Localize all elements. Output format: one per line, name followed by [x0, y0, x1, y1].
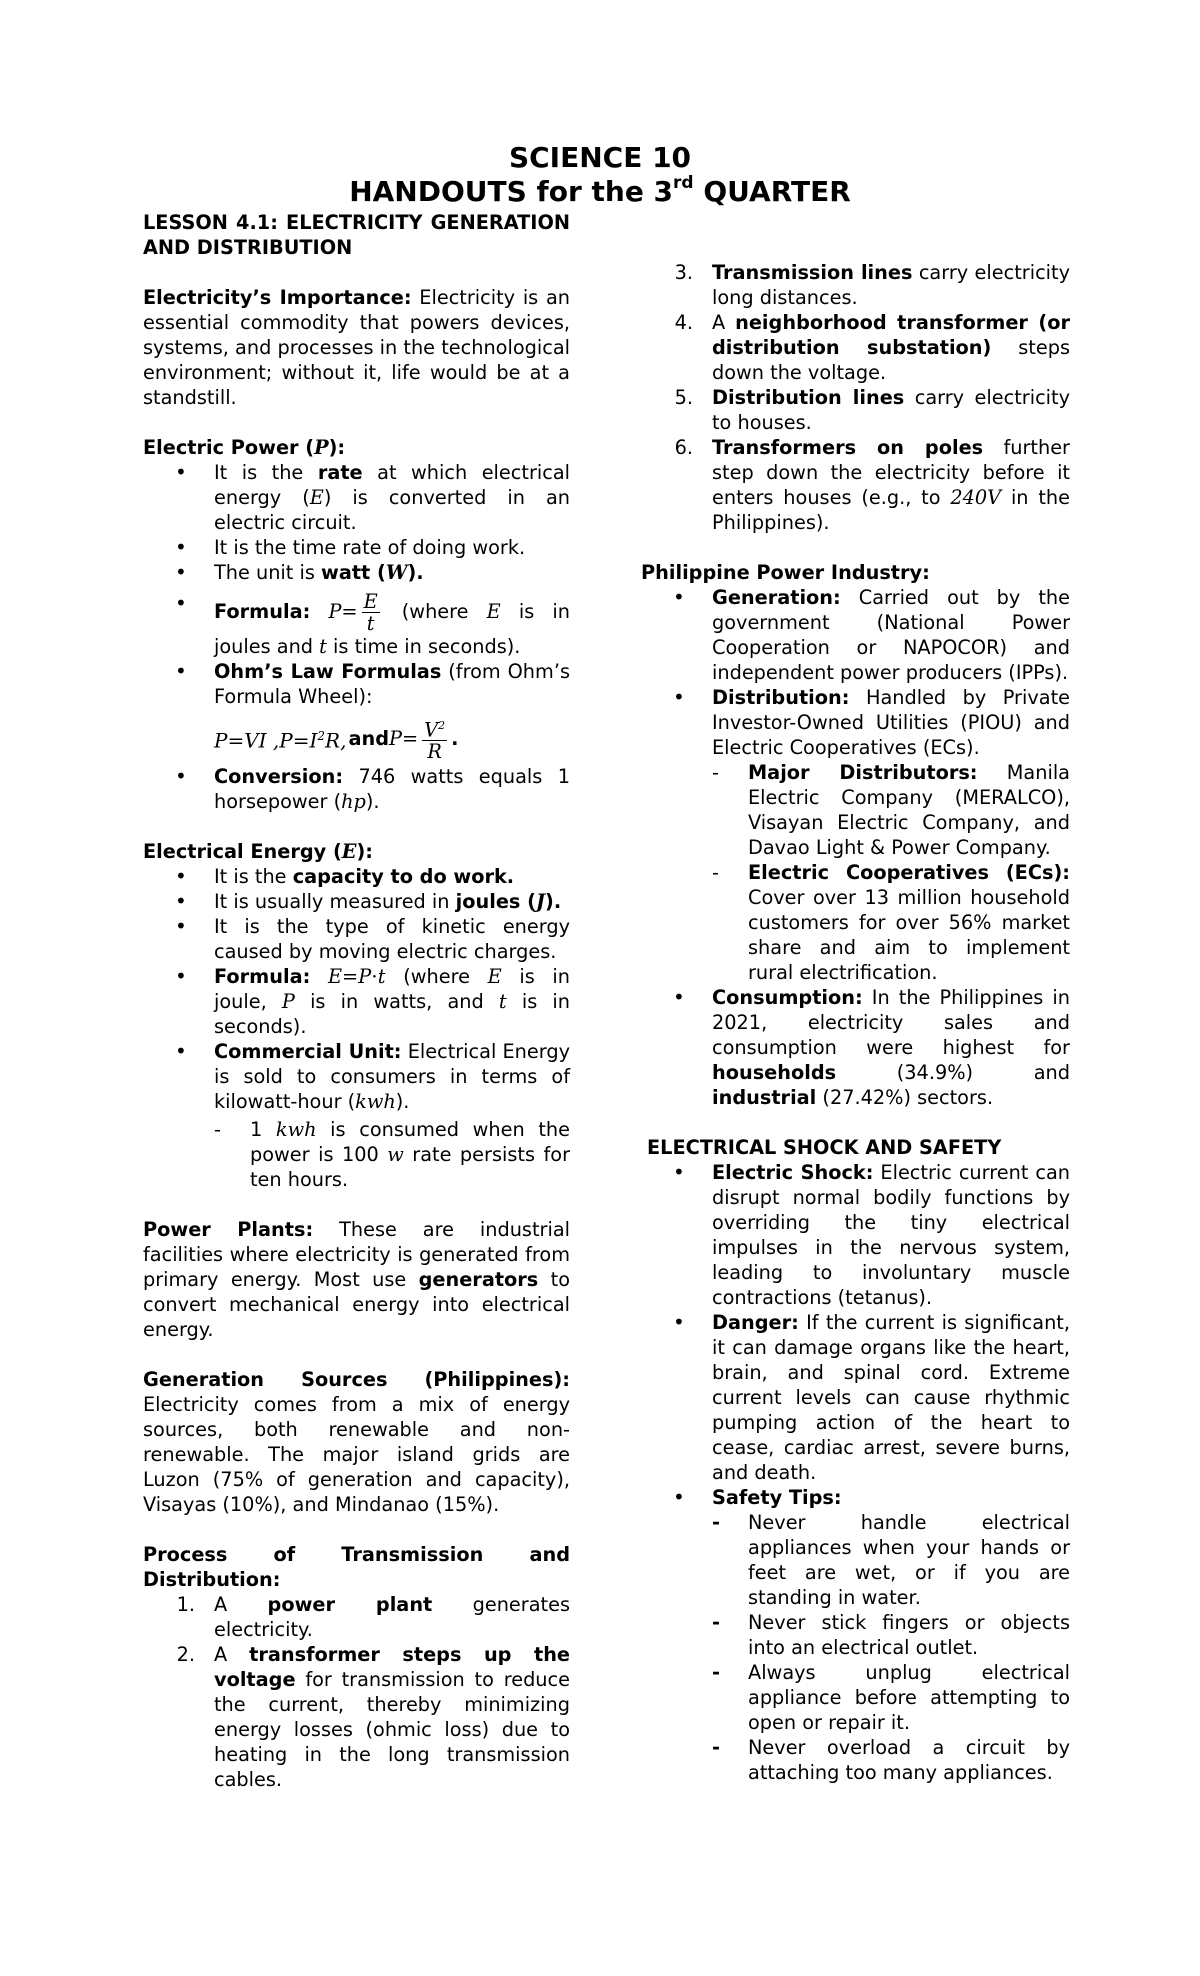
ohm-law-formulas: P=VI $,P=I^2R$, and P= $\frac{V^2}{R}$ .: [214, 715, 570, 762]
list-item: - Electric Cooperatives (ECs): Cover over 13 million household customers for over 56% market share and aim to implement rural electrification.: [712, 860, 1070, 985]
sub-list: [214, 1117, 570, 1192]
process-heading: Process of Transmission and Distribution:: [143, 1543, 570, 1592]
list-item: • Commercial Unit: Electrical Energy is sold to consumers in terms of kilowatt-hour (kwh). - 1 kwh is consumed when the power is 100 w rate persists for ten hours.: [143, 1039, 570, 1192]
electrical-energy-heading: Electrical Energy (E):: [143, 840, 373, 864]
list-item: • Distribution: Handled by Private Investor-Owned Utilities (PIOU) and Electric Cooperatives (ECs). - Major Distributors: Manila Electric Company (MERALCO), Visayan Electric Company, and Davao Light & Power Company. - Electric Cooperatives (ECs): Cover over 13 million household customers for over 56% market share and aim to implement rural electrification.: [641, 685, 1070, 985]
importance-paragraph: Electricity’s Importance: Electricity is an essential commodity that powers devices, systems, and processes in the technological environment; without it, life would be at a standstill.: [143, 286, 570, 409]
list-item: - Never stick fingers or objects into an electrical outlet.: [712, 1610, 1070, 1660]
list-item: 2. A transformer steps up the voltage for transmission to reduce the current, thereby minimizing energy losses (ohmic loss) due to heating in the long transmission cables.: [176, 1643, 571, 1792]
list-item: • It is usually measured in joules (J).: [143, 889, 570, 914]
process-list: [143, 1592, 570, 1792]
list-item: • Ohm’s Law Formulas (from Ohm’s Formula Wheel): P=VI $,P=I^2R$, and P= $\frac{V^2}{R}$ .: [143, 659, 570, 762]
list-item: - Always unplug electrical appliance before attempting to open or repair it.: [712, 1660, 1070, 1735]
process-list-continued: [641, 260, 1070, 535]
list-item: • Consumption: In the Philippines in 2021, electricity sales and consumption were highest for households (34.9%) and industrial (27.42%) sectors.: [641, 985, 1070, 1110]
list-item: - Major Distributors: Manila Electric Company (MERALCO), Visayan Electric Company, and Davao Light & Power Company.: [712, 760, 1070, 860]
electric-power-list: [143, 460, 570, 814]
generation-sources-paragraph: Generation Sources (Philippines): Electricity comes from a mix of energy sources, both renewable and non-renewable. The major island grids are Luzon (75% of generation and capacity), Visayas (10%), and Mindanao (15%).: [143, 1368, 570, 1517]
list-item: 6. Transformers on poles further step down the electricity before it enters houses (e.g., to 240V in the Philippines).: [674, 436, 1070, 534]
list-item: • It is the time rate of doing work.: [143, 535, 570, 560]
power-fraction: $\frac{E}{t}$: [363, 590, 378, 635]
list-item: • It is the type of kinetic energy caused by moving electric charges.: [143, 914, 570, 964]
safety-list: [641, 1160, 1070, 1785]
list-item: - 1 kwh is consumed when the power is 100 w rate persists for ten hours.: [214, 1117, 570, 1192]
electric-power-heading: Electric Power (P):: [143, 436, 346, 459]
list-item: • Conversion: 746 watts equals 1 horsepower (hp).: [143, 764, 570, 814]
list-item: • Formula: E=P⋅t (where E is in joule, P is in watts, and t is in seconds).: [143, 964, 570, 1039]
list-item: • The unit is watt (W).: [143, 560, 570, 585]
list-item: • It is the rate at which electrical energy (E) is converted in an electric circuit.: [143, 460, 570, 535]
electrical-energy-list: [143, 864, 570, 1192]
page-title: SCIENCE 10: [508, 141, 692, 174]
list-item: • It is the capacity to do work.: [143, 864, 570, 889]
list-item: - Never handle electrical appliances when your hands or feet are wet, or if you are standing in water.: [712, 1510, 1070, 1610]
list-item: • Danger: If the current is significant, it can damage organs like the heart, brain, and spinal cord. Extreme current levels can cause rhythmic pumping action of the heart to cease, cardiac arrest, severe burns, and death.: [641, 1310, 1070, 1485]
power-plants-paragraph: Power Plants: These are industrial facilities where electricity is generated from primary energy. Most use generators to convert mechanical energy into electrical energy.: [143, 1218, 570, 1342]
left-column: [143, 210, 570, 1792]
lesson-heading: LESSON 4.1: ELECTRICITY GENERATION AND DISTRIBUTION: [143, 211, 570, 259]
safety-heading: ELECTRICAL SHOCK AND SAFETY: [647, 1136, 1002, 1159]
list-item: 3. Transmission lines carry electricity long distances.: [674, 261, 1070, 309]
list-item: • Formula: P= $\frac{E}{t}$ (where E is in joules and t is time in seconds).: [143, 591, 570, 659]
list-item: 4. A neighborhood transformer (or distribution substation) steps down the voltage.: [674, 311, 1070, 384]
safety-tips-list: [712, 1510, 1070, 1785]
sub-list: [712, 760, 1070, 985]
list-item: • Safety Tips: - Never handle electrical appliances when your hands or feet are wet, or if you are standing in water. - Never stick fingers or objects into an electrical outlet. - Always unplug electrical appliance before attempting to open or repair it. - Never overload a circuit by attaching too many appliances.: [641, 1485, 1070, 1785]
industry-list: [641, 585, 1070, 1110]
list-item: • Generation: Carried out by the government (National Power Cooperation or NAPOCOR) and independent power producers (IPPs).: [641, 585, 1070, 685]
list-item: • Electric Shock: Electric current can disrupt normal bodily functions by overriding the tiny electrical impulses in the nervous system, leading to involuntary muscle contractions (tetanus).: [641, 1160, 1070, 1310]
list-item: 1. A power plant generates electricity.: [176, 1593, 570, 1642]
list-item: 5. Distribution lines carry electricity to houses.: [674, 386, 1070, 434]
industry-heading: Philippine Power Industry:: [641, 561, 930, 584]
page-subtitle: HANDOUTS for the 3rd QUARTER: [349, 172, 851, 208]
right-column: [641, 210, 1070, 1785]
list-item: - Never overload a circuit by attaching too many appliances.: [712, 1735, 1070, 1785]
